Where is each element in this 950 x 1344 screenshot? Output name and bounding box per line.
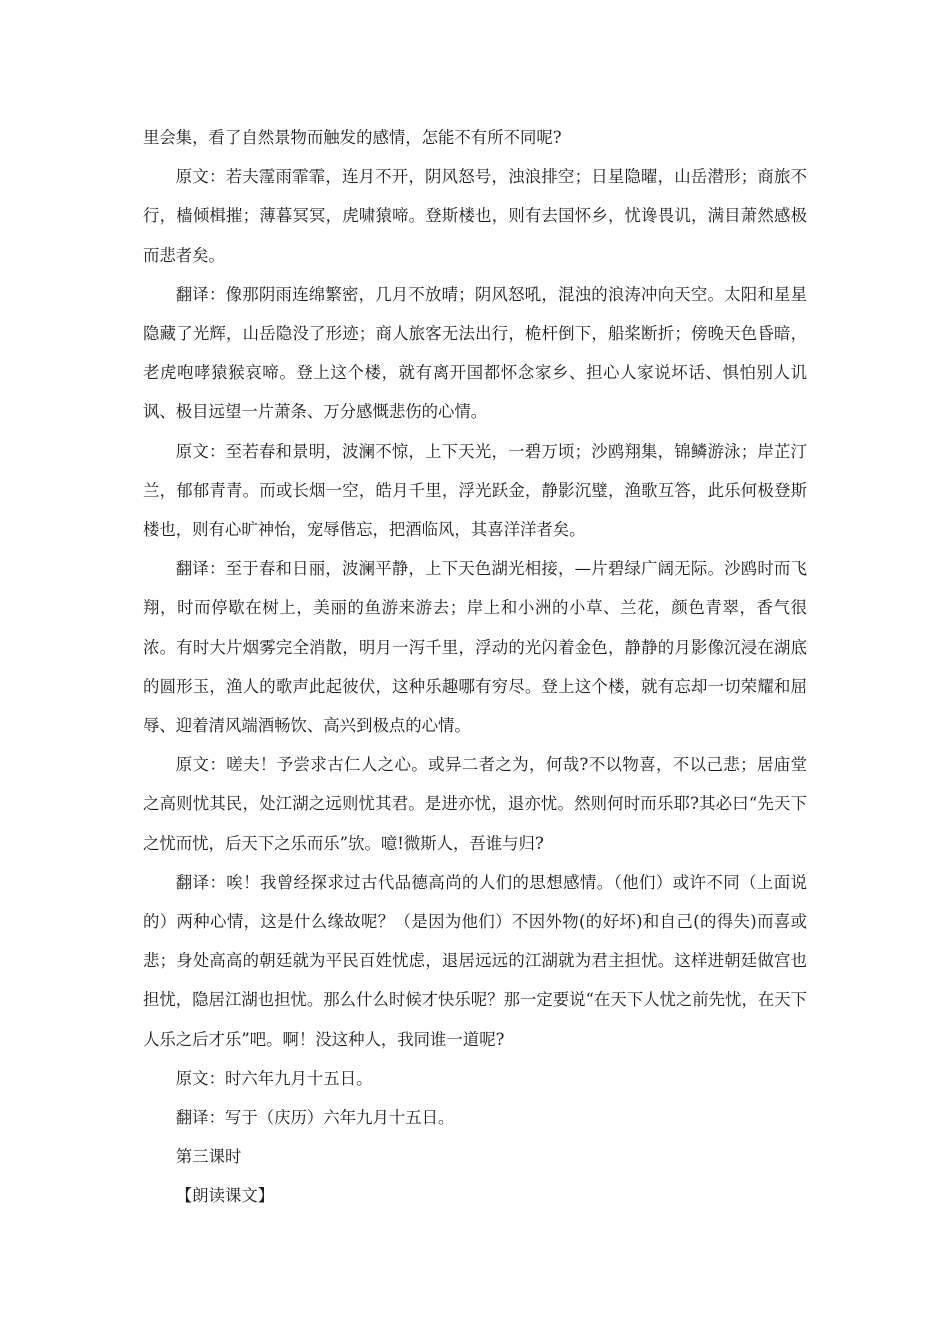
paragraph-original-1: 原文：若夫霪雨霏霏，连月不开，阴风怒号，浊浪排空；日星隐曜，山岳潜形；商旅不行，樯倾楫摧；薄暮冥冥，虎啸猿啼。登斯楼也，则有去国怀乡，忧谗畏讥，满目萧然感极而悲者矣。 bbox=[143, 167, 807, 265]
section-heading-reading: 【朗读课文】 bbox=[175, 1186, 275, 1206]
paragraph-original-2: 原文：至若春和景明，波澜不惊，上下天光，一碧万顷；沙鸥翔集，锦鳞游泳；岸芷汀兰，郁郁青青。而或长烟一空，皓月千里，浮光跃金，静影沉璧，渔歌互答，此乐何极登斯楼也，则有心旷神怡，宠辱偕忘，把酒临风，其喜洋洋者矣。 bbox=[143, 441, 807, 540]
document-body bbox=[143, 118, 807, 1216]
paragraph-translation-2: 翻译：至于春和日丽，波澜平静，上下天色湖光相接，—片碧绿广阔无际。沙鸥时而飞翔，时而停歇在树上，美丽的鱼游来游去；岸上和小洲的小草、兰花，颜色青翠，香气很浓。有时大片烟雾完全消散，明月一泻千里，浮动的光闪着金色，静静的月影像沉浸在湖底的圆形玉，渔人的歌声此起彼伏，这种乐趣哪有穷尽。登上这个楼，就有忘却一切荣耀和屈辱、迎着清风端酒畅饮、高兴到极点的心情。 bbox=[143, 559, 807, 736]
paragraph-translation-3: 翻译：唉！我曾经探求过古代品德高尚的人们的思想感情。（他们）或许不同（上面说的）两种心情，这是什么缘故呢？（是因为他们）不因外物(的好坏)和自己(的得失)而喜或悲；身处高高的朝廷就为平民百姓忧虑，退居远远的江湖就为君主担忧。这样进朝廷做宫也担忧，隐居江湖也担忧。那么什么时候才快乐呢？那一定要说“在天下人忧之前先忧，在天下人乐之后才乐”吧。啊！没这种人，我同谁一道呢? bbox=[143, 872, 808, 1049]
paragraph-original-3: 原文：嗟夫！予尝求古仁人之心。或异二者之为，何哉?不以物喜，不以己悲；居庙堂之高则忧其民，处江湖之远则忧其君。是进亦忧，退亦忧。然则何时而乐耶?其必曰“先天下之忧而忧，后天下之乐而乐”欤。噫!微斯人，吾谁与归? bbox=[143, 755, 807, 853]
paragraph-translation-1: 翻译：像那阴雨连绵繁密，几月不放晴；阴风怒吼，混浊的浪涛冲向天空。太阳和星星隐藏了光辉，山岳隐没了形迹；商人旅客无法出行，桅杆倒下，船桨断折；傍晚天色昏暗，老虎咆哮猿猴哀啼。登上这个楼，就有离开国都怀念家乡、担心人家说坏话、惧怕别人讥讽、极目远望一片萧条、万分感慨悲伤的心情。 bbox=[143, 284, 807, 422]
paragraph-original-4: 原文：时六年九月十五日。 bbox=[175, 1068, 373, 1088]
section-heading-lesson: 第三课时 bbox=[175, 1147, 242, 1167]
paragraph-translation-4: 翻译：写于（庆历）六年九月十五日。 bbox=[175, 1108, 455, 1128]
paragraph-continuation: 里会集，看了自然景物而触发的感情，怎能不有所不同呢? bbox=[143, 128, 562, 147]
